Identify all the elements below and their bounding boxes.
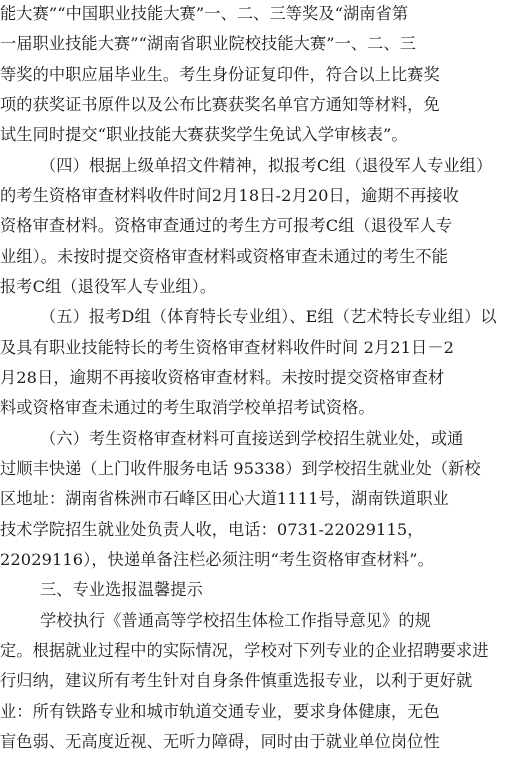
section-heading: 三、专业选报温馨提示 (40, 580, 203, 599)
text-line: 月28日，逾期不再接收资格审查材料。未按时提交资格审查材 (0, 368, 445, 387)
text-line: 业组）。未按时提交资格审查材料或资格审查未通过的考生不能 (0, 247, 448, 266)
text-line: 22029116），快递单备注栏必须注明“考生资格审查材料”。 (0, 550, 434, 569)
text-line: 能大赛”“中国职业技能大赛”一、二、三等奖及“湖南省第 (0, 4, 409, 23)
text-line: 技术学院招生就业处负责人收，电话：0731-22029115， (0, 520, 424, 539)
paragraph-start-line: （五）报考D组（体育特长专业组）、E组（艺术特长专业组）以 (40, 307, 497, 326)
text-line: 报考C组（退役军人专业组）。 (0, 277, 217, 296)
text-line: 区地址：湖南省株洲市石峰区田心大道1111号，湖南铁道职业 (0, 489, 449, 508)
text-line: 过顺丰快递（上门收件服务电话 95338）到学校招生就业处（新校 (0, 459, 481, 478)
paragraph-start-line: （四）根据上级单招文件精神，拟报考C组（退役军人专业组） (40, 156, 493, 175)
text-line: 试生同时提交“职业技能大赛获奖学生免试入学审核表”。 (0, 125, 408, 144)
text-line: 的考生资格审查材料收件时间2月18日-2月20日，逾期不再接收 (0, 186, 459, 205)
paragraph-start-line: （六）考生资格审查材料可直接送到学校招生就业处，或通 (40, 429, 464, 448)
text-line: 行归纳，建议所有考生针对自身条件慎重选报专业，以利于更好就 (0, 671, 473, 690)
paragraph-start-line: 学校执行《普通高等学校招生体检工作指导意见》的规 (40, 611, 431, 630)
text-line: 定。根据就业过程中的实际情况，学校对下列专业的企业招聘要求进 (0, 641, 489, 660)
text-line: 盲色弱、无高度近视、无听力障碍，同时由于就业单位岗位性 (0, 732, 440, 751)
text-line: 业：所有铁路专业和城市轨道交通专业，要求身体健康，无色 (0, 702, 440, 721)
text-line: 等奖的中职应届毕业生。考生身份证复印件，符合以上比赛奖 (0, 65, 440, 84)
text-line: 料或资格审查未通过的考生取消学校单招考试资格。 (0, 398, 375, 417)
text-line: 资格审查材料。资格审查通过的考生方可报考C组（退役军人专 (0, 216, 453, 235)
text-line: 项的获奖证书原件以及公布比赛获奖名单官方通知等材料，免 (0, 95, 440, 114)
text-line: 及具有职业技能特长的考生资格审查材料收件时间 2月21日－2 (0, 338, 455, 357)
text-line: 一届职业技能大赛”“湖南省职业院校技能大赛”一、二、三 (0, 34, 417, 53)
